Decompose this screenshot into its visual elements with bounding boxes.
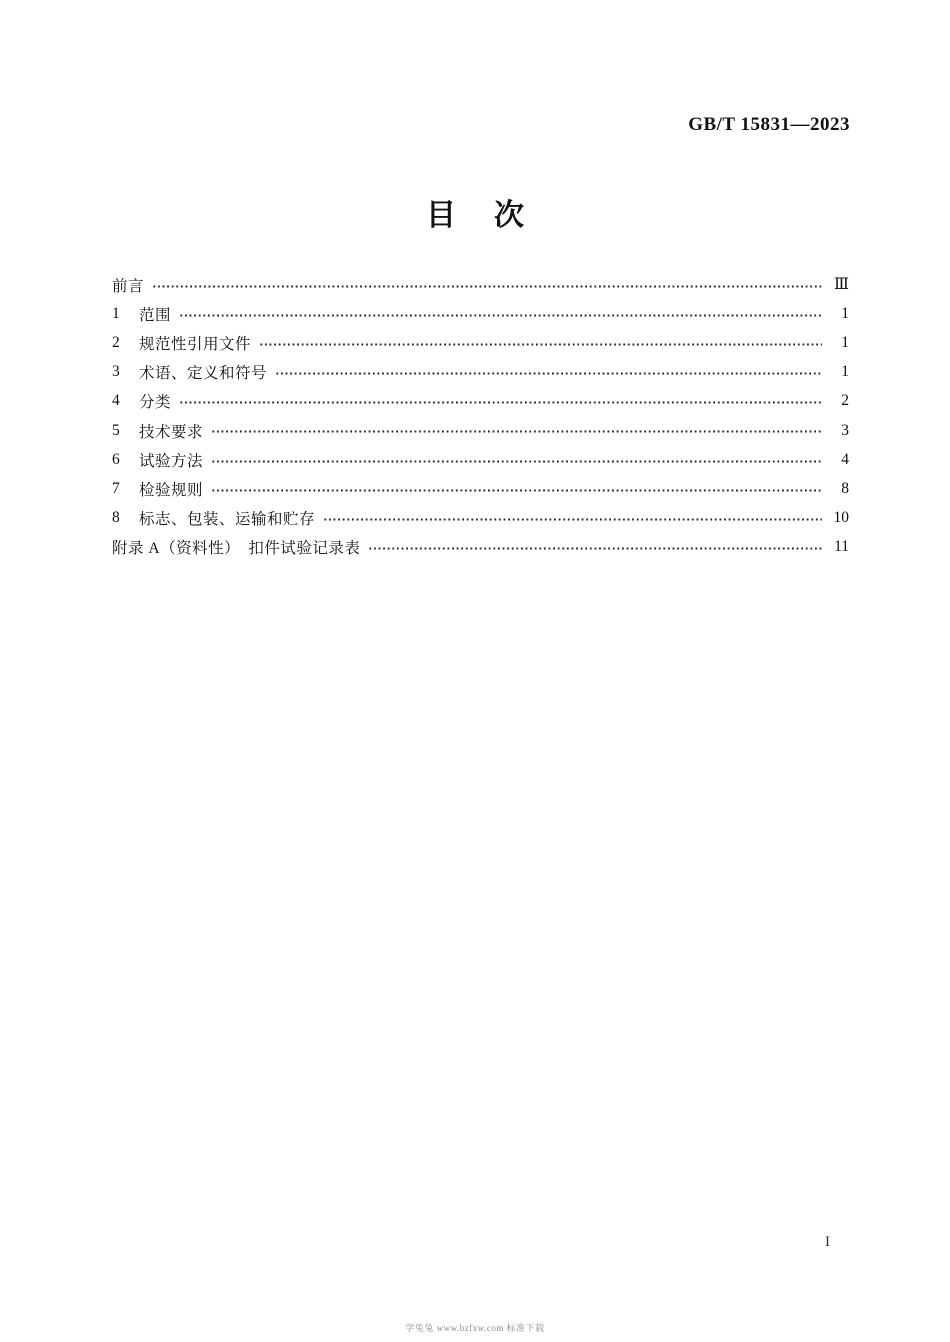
toc-item-label: 前言 bbox=[112, 277, 145, 295]
toc-item-page: 4 bbox=[841, 450, 849, 468]
toc-row[interactable] bbox=[112, 270, 849, 299]
toc-item-label: 标志、包装、运输和贮存 bbox=[139, 511, 316, 529]
toc-item-number: 7 bbox=[112, 479, 120, 497]
toc-item-page: 2 bbox=[841, 392, 849, 410]
toc-item-number: 3 bbox=[112, 363, 120, 381]
toc-item-label: 规范性引用文件 bbox=[139, 335, 252, 353]
toc-item-number: 6 bbox=[112, 450, 120, 468]
toc-row[interactable] bbox=[112, 474, 849, 503]
toc-item-page: 3 bbox=[841, 421, 849, 439]
toc-leader-dots bbox=[179, 299, 822, 328]
table-of-contents bbox=[112, 270, 849, 562]
toc-row[interactable] bbox=[112, 533, 849, 562]
toc-item-number: 8 bbox=[112, 509, 120, 527]
toc-item-number: 5 bbox=[112, 421, 120, 439]
toc-item-label: 技术要求 bbox=[139, 423, 204, 441]
toc-item-label: 分类 bbox=[139, 394, 172, 412]
toc-item-label: 附录 A（资料性） 扣件试验记录表 bbox=[112, 540, 361, 558]
toc-item-page: Ⅲ bbox=[834, 276, 849, 294]
toc-item-number: 1 bbox=[112, 304, 120, 322]
toc-item-label: 术语、定义和符号 bbox=[139, 365, 268, 383]
toc-item-label: 试验方法 bbox=[139, 452, 204, 470]
toc-item-label: 检验规则 bbox=[139, 481, 204, 499]
toc-item-label: 范围 bbox=[139, 306, 172, 324]
toc-row[interactable] bbox=[112, 387, 849, 416]
toc-item-page: 1 bbox=[841, 304, 849, 322]
toc-leader-dots bbox=[259, 328, 822, 357]
toc-row[interactable] bbox=[112, 328, 849, 357]
toc-item-page: 11 bbox=[834, 538, 849, 556]
watermark-text: 学兔兔 www.bzfxw.com 标准下载 bbox=[405, 1323, 545, 1333]
toc-row[interactable] bbox=[112, 358, 849, 387]
toc-item-page: 1 bbox=[841, 363, 849, 381]
toc-leader-dots bbox=[211, 445, 822, 474]
page-title: 目次 bbox=[426, 199, 562, 232]
standard-code: GB/T 15831—2023 bbox=[688, 114, 850, 135]
toc-row[interactable] bbox=[112, 445, 849, 474]
toc-leader-dots bbox=[211, 416, 822, 445]
toc-row[interactable] bbox=[112, 504, 849, 533]
toc-item-number: 2 bbox=[112, 333, 120, 351]
toc-leader-dots bbox=[211, 474, 822, 503]
toc-item-page: 8 bbox=[841, 479, 849, 497]
toc-item-number: 4 bbox=[112, 392, 120, 410]
toc-item-page: 10 bbox=[833, 509, 849, 527]
toc-row[interactable] bbox=[112, 416, 849, 445]
toc-leader-dots bbox=[368, 533, 822, 562]
toc-leader-dots bbox=[275, 358, 822, 387]
page-number: I bbox=[825, 1234, 830, 1250]
toc-leader-dots bbox=[152, 270, 822, 299]
toc-leader-dots bbox=[179, 387, 822, 416]
toc-row[interactable] bbox=[112, 299, 849, 328]
toc-item-page: 1 bbox=[841, 333, 849, 351]
toc-leader-dots bbox=[323, 504, 822, 533]
